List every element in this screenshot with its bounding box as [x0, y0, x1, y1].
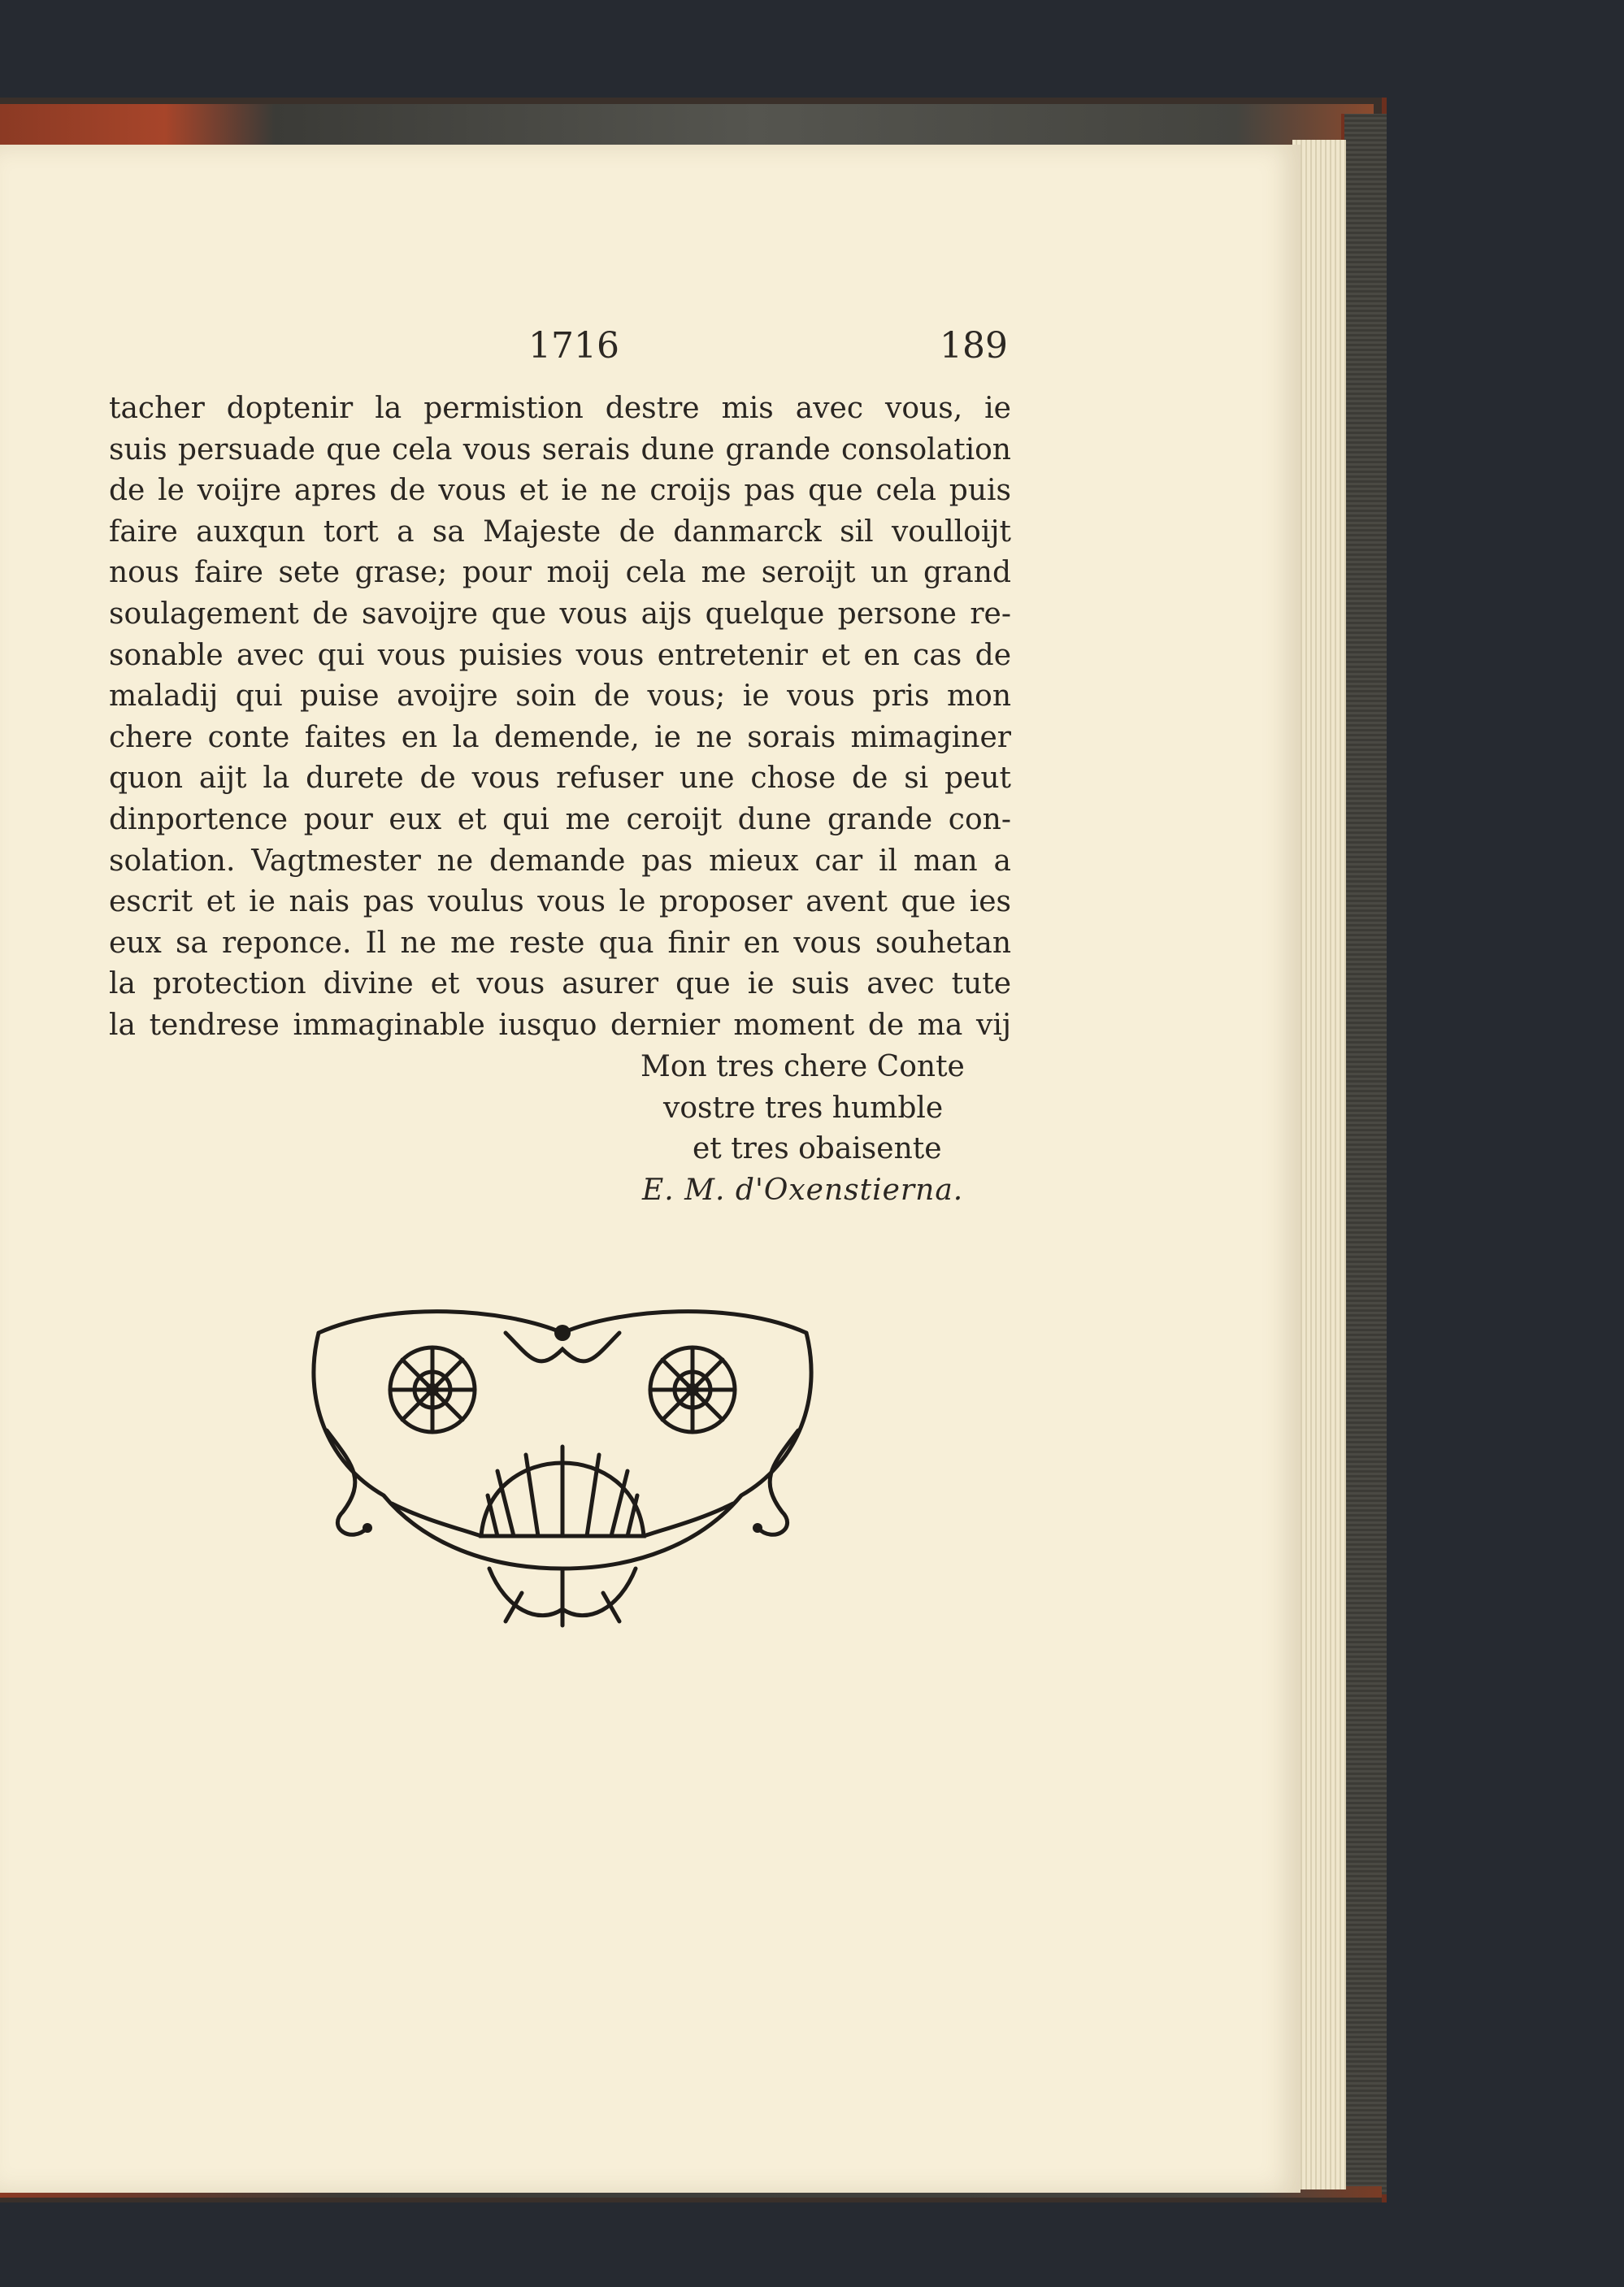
text-line: soulagement de savoijre que vous aijs quelque persone re- [109, 597, 1011, 631]
running-head-year: 1716 [528, 325, 619, 367]
letter-closing [569, 1047, 1008, 1211]
page-number: 189 [940, 325, 1008, 367]
closing-line: vostre tres humble [663, 1091, 944, 1125]
text-line: chere conte faites en la demende, ie ne sorais mimaginer [109, 720, 1011, 754]
text-line: eux sa reponce. Il ne me reste qua finir en vous souhetan [109, 926, 1011, 960]
closing-line: et tres obaisente [693, 1132, 942, 1166]
text-line: dinportence pour eux et qui me ceroijt dune grande con- [109, 802, 1011, 836]
binding-spine-edge [1341, 114, 1387, 2194]
closing-salutation: Mon tres chere Conte [640, 1050, 965, 1083]
letter-body [109, 388, 1011, 1047]
binding-top-edge [0, 104, 1374, 148]
text-line: maladij qui puise avoijre soin de vous; ie vous pris mon [109, 679, 1011, 714]
text-line: faire auxqun tort a sa Majeste de danmarck sil voulloijt [109, 514, 1011, 549]
text-line: tacher doptenir la permistion destre mis avec vous, ie [109, 392, 1011, 425]
text-line: de le voijre apres de vous et ie ne croijs pas que cela puis [109, 474, 1011, 508]
text-line: solation. Vagtmester ne demande pas mieux car il man a [109, 844, 1011, 878]
text-line: nous faire sete grase; pour moij cela me seroijt un grand [109, 556, 1011, 590]
running-head [504, 325, 1008, 374]
text-line: quon aijt la durete de vous refuser une chose de si peut [109, 762, 1011, 796]
text-line: suis persuade que cela vous serais dune grande consolation [109, 432, 1011, 467]
text-line: la protection divine et vous asurer que ie suis avec tute [109, 967, 1011, 1001]
signature: E. M. d'Oxenstierna. [642, 1173, 964, 1207]
text-line: sonable avec qui vous puisies vous entretenir et en cas de [109, 638, 1011, 672]
text-line: escrit et ie nais pas voulus vous le proposer avent que ies [109, 885, 1011, 919]
text-line: la tendrese immaginable iusquo dernier moment de ma vij [109, 1008, 1011, 1042]
shell-scroll-ornament-icon [294, 1300, 831, 1634]
